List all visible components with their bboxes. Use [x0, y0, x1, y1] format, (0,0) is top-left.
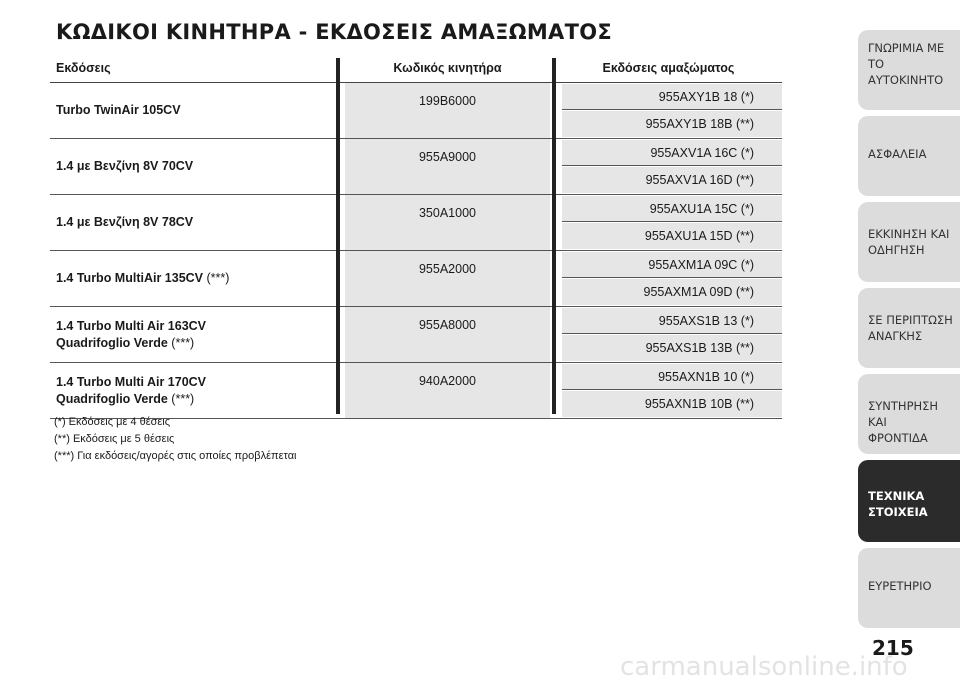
- body-version-cell: 955AXS1B 13B (**): [562, 335, 782, 361]
- table-row: [50, 195, 782, 251]
- version-cell: 1.4 με Βενζίνη 8V 70CV: [56, 159, 194, 173]
- body-version-cell: 955AXV1A 16C (*): [562, 140, 782, 166]
- body-version-cell: 955AXV1A 16D (**): [562, 167, 782, 193]
- tab-index[interactable]: ΕΥΡΕΤΗΡΙΟ: [858, 548, 960, 628]
- engine-code-cell: 955A8000: [345, 307, 550, 362]
- table-row: [50, 307, 782, 363]
- header-body-versions: Εκδόσεις αμαξώματος: [602, 61, 735, 75]
- tab-getting-to-know[interactable]: ΓΝΩΡΙΜΙΑ ΜΕ ΤΟ ΑΥΤΟΚΙΝΗΤΟ: [858, 30, 960, 110]
- body-version-cell: 955AXN1B 10B (**): [562, 391, 782, 417]
- footnote: (***) Για εκδόσεις/αγορές στις οποίες προβλέπεται: [54, 450, 297, 462]
- engine-code-cell: 955A2000: [345, 251, 550, 306]
- body-version-cell: 955AXU1A 15C (*): [562, 196, 782, 222]
- table-row: [50, 139, 782, 195]
- body-version-cell: 955AXN1B 10 (*): [562, 364, 782, 390]
- tab-emergency[interactable]: ΣΕ ΠΕΡΙΠΤΩΣΗ ΑΝΑΓΚΗΣ: [858, 288, 960, 368]
- body-version-cell: 955AXM1A 09C (*): [562, 252, 782, 278]
- tab-technical-data[interactable]: ΤΕΧΝΙΚΑ ΣΤΟΙΧΕΙΑ: [858, 460, 960, 542]
- tab-starting-driving[interactable]: ΕΚΚΙΝΗΣΗ ΚΑΙ ΟΔΗΓΗΣΗ: [858, 202, 960, 282]
- page-number: 215: [872, 636, 914, 660]
- table-row: [50, 83, 782, 139]
- engine-code-cell: 955A9000: [345, 139, 550, 194]
- body-version-cell: 955AXY1B 18B (**): [562, 111, 782, 137]
- column-divider: [336, 58, 340, 414]
- header-versions: Εκδόσεις: [56, 61, 111, 75]
- page-title: ΚΩΔΙΚΟΙ ΚΙΝΗΤΗΡΑ - ΕΚΔΟΣΕΙΣ ΑΜΑΞΩΜΑΤΟΣ: [56, 20, 613, 44]
- body-version-cell: 955AXS1B 13 (*): [562, 308, 782, 334]
- footnote: (**) Εκδόσεις με 5 θέσεις: [54, 433, 175, 445]
- table-row: [50, 251, 782, 307]
- body-version-cell: 955AXM1A 09D (**): [562, 279, 782, 305]
- engine-code-cell: 199B6000: [345, 83, 550, 138]
- version-cell: 1.4 Turbo Multi Air 170CV Quadrifoglio Verde (***): [56, 374, 207, 406]
- table-header: [50, 52, 782, 83]
- version-cell: Turbo TwinAir 105CV: [56, 103, 181, 117]
- footnote: (*) Εκδόσεις με 4 θέσεις: [54, 416, 171, 428]
- tab-safety[interactable]: ΑΣΦΑΛΕΙΑ: [858, 116, 960, 196]
- version-cell: 1.4 Turbo MultiAir 135CV (***): [56, 271, 230, 285]
- tab-maintenance-care[interactable]: ΣΥΝΤΗΡΗΣΗ ΚΑΙ ΦΡΟΝΤΙΔΑ: [858, 374, 960, 454]
- body-version-cell: 955AXY1B 18 (*): [562, 84, 782, 110]
- version-cell: 1.4 με Βενζίνη 8V 78CV: [56, 215, 194, 229]
- table-row: [50, 363, 782, 419]
- header-engine-code: Κωδικός κινητήρα: [393, 61, 502, 75]
- watermark: carmanualsonline.info: [620, 652, 908, 682]
- engine-code-cell: 350A1000: [345, 195, 550, 250]
- body-version-cell: 955AXU1A 15D (**): [562, 223, 782, 249]
- version-cell: 1.4 Turbo Multi Air 163CV Quadrifoglio Verde (***): [56, 318, 207, 350]
- engine-codes-table: [50, 52, 782, 419]
- footnotes: [54, 414, 297, 465]
- column-divider: [552, 58, 556, 414]
- engine-code-cell: 940A2000: [345, 363, 550, 418]
